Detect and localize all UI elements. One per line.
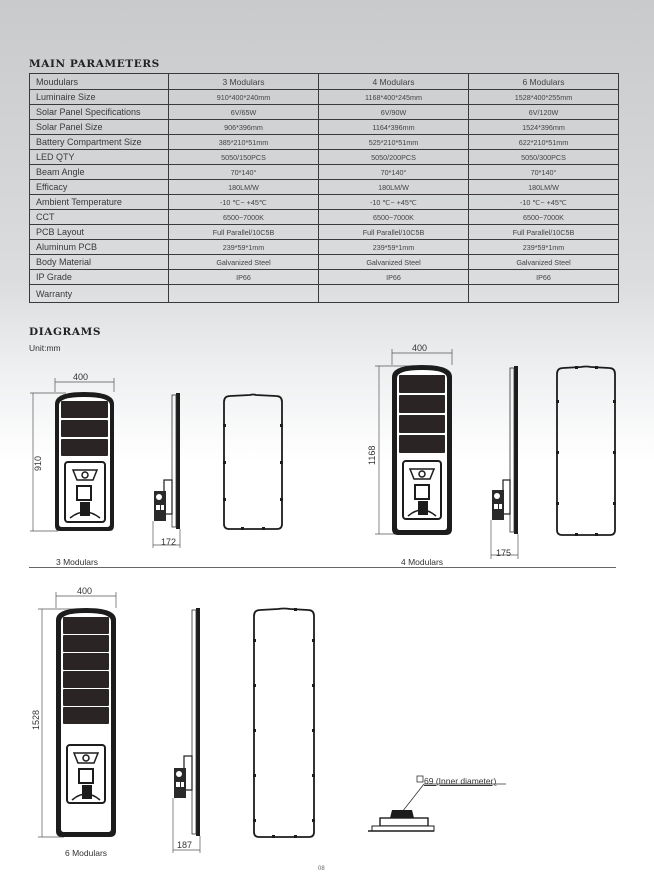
page-number: 08: [318, 866, 325, 872]
row-label: Battery Compartment Size: [30, 135, 169, 150]
row-label: Aluminum PCB: [30, 240, 169, 255]
table-row: [30, 270, 619, 285]
dim-depth-3: 172: [161, 537, 177, 547]
cell: 239*59*1mm: [469, 240, 619, 255]
table-row: [30, 195, 619, 210]
back-view-6-modulars: [252, 608, 316, 840]
cell: 5050/200PCS: [319, 150, 469, 165]
row-label: Luminaire Size: [30, 90, 169, 105]
cell: [169, 285, 319, 303]
table-row: [30, 120, 619, 135]
cell: 6500~7000K: [469, 210, 619, 225]
cell: 385*210*51mm: [169, 135, 319, 150]
back-view-3-modulars: [222, 394, 284, 534]
dim-height-3: 910: [33, 455, 43, 471]
caption-3-modulars: 3 Modulars: [56, 557, 99, 567]
unit-label: Unit:mm: [29, 343, 61, 353]
dim-depth-4: 175: [496, 548, 512, 558]
dim-height-4: 1168: [367, 445, 377, 465]
row-label: Solar Panel Specifications: [30, 105, 169, 120]
cell: 239*59*1mm: [319, 240, 469, 255]
dim-width-3: 400: [73, 372, 89, 382]
table-row: [30, 105, 619, 120]
table-row: [30, 135, 619, 150]
cell: 239*59*1mm: [169, 240, 319, 255]
front-view-3-modulars: [30, 378, 160, 538]
table-row: [30, 90, 619, 105]
row-label: Ambient Temperature: [30, 195, 169, 210]
cell: 1524*396mm: [469, 120, 619, 135]
side-view-6-modulars: [170, 608, 206, 853]
front-view-6-modulars: [32, 590, 132, 845]
row-label: Body Material: [30, 255, 169, 270]
dim-width-6: 400: [77, 586, 93, 596]
cell: 6500~7000K: [169, 210, 319, 225]
dim-depth-6: 187: [177, 840, 193, 850]
table-row: [30, 165, 619, 180]
cell: 1528*400*255mm: [469, 90, 619, 105]
header-cell: 4 Modulars: [319, 74, 469, 90]
row-label: Beam Angle: [30, 165, 169, 180]
cell: 6V/65W: [169, 105, 319, 120]
cell: 180LM/W: [169, 180, 319, 195]
cell: [319, 285, 469, 303]
cell: IP66: [169, 270, 319, 285]
table-row: [30, 240, 619, 255]
cell: 6500~7000K: [319, 210, 469, 225]
table-row: [30, 255, 619, 270]
cell: IP66: [319, 270, 469, 285]
cell: Full Parallel/10C5B: [169, 225, 319, 240]
cell: 5050/150PCS: [169, 150, 319, 165]
front-view-4-modulars: [373, 349, 483, 539]
row-label: IP Grade: [30, 270, 169, 285]
diagrams-heading: DIAGRAMS: [29, 326, 102, 338]
row-label: LED QTY: [30, 150, 169, 165]
cell: 906*396mm: [169, 120, 319, 135]
header-cell: 3 Modulars: [169, 74, 319, 90]
cell: 622*210*51mm: [469, 135, 619, 150]
cell: -10 ℃~ +45℃: [469, 195, 619, 210]
cell: 70*140°: [319, 165, 469, 180]
row-label: CCT: [30, 210, 169, 225]
row-label: Efficacy: [30, 180, 169, 195]
header-cell: 6 Modulars: [469, 74, 619, 90]
bracket-inner-diameter-note: 69 (Inner diameter): [424, 776, 497, 786]
cell: 180LM/W: [469, 180, 619, 195]
cell: Galvanized Steel: [319, 255, 469, 270]
table-row: [30, 225, 619, 240]
dim-width-4: 400: [412, 343, 428, 353]
cell: Full Parallel/10C5B: [469, 225, 619, 240]
side-view-4-modulars: [488, 366, 522, 559]
cell: 910*400*240mm: [169, 90, 319, 105]
cell: 525*210*51mm: [319, 135, 469, 150]
parameters-table: [29, 73, 619, 303]
table-row: [30, 150, 619, 165]
row-label: Warranty: [30, 285, 169, 303]
dim-height-6: 1528: [31, 709, 41, 730]
cell: 180LM/W: [319, 180, 469, 195]
cell: 1168*400*245mm: [319, 90, 469, 105]
cell: Full Parallel/10C5B: [319, 225, 469, 240]
cell: -10 ℃~ +45℃: [169, 195, 319, 210]
cell: Galvanized Steel: [169, 255, 319, 270]
table-row: [30, 180, 619, 195]
caption-6-modulars: 6 Modulars: [65, 848, 108, 858]
cell: 6V/90W: [319, 105, 469, 120]
divider: [29, 567, 616, 568]
cell: -10 ℃~ +45℃: [319, 195, 469, 210]
header-cell: Moudulars: [30, 74, 169, 90]
caption-4-modulars: 4 Modulars: [401, 557, 444, 567]
cell: 1164*396mm: [319, 120, 469, 135]
cell: IP66: [469, 270, 619, 285]
side-view-3-modulars: [150, 393, 190, 548]
table-header-row: [30, 74, 619, 90]
cell: 5050/300PCS: [469, 150, 619, 165]
cell: Galvanized Steel: [469, 255, 619, 270]
table-row: [30, 210, 619, 225]
main-parameters-heading: MAIN PARAMETERS: [29, 58, 160, 70]
row-label: PCB Layout: [30, 225, 169, 240]
cell: 70*140°: [169, 165, 319, 180]
table-row: [30, 285, 619, 303]
row-label: Solar Panel Size: [30, 120, 169, 135]
cell: [469, 285, 619, 303]
cell: 6V/120W: [469, 105, 619, 120]
back-view-4-modulars: [555, 366, 617, 539]
cell: 70*140°: [469, 165, 619, 180]
